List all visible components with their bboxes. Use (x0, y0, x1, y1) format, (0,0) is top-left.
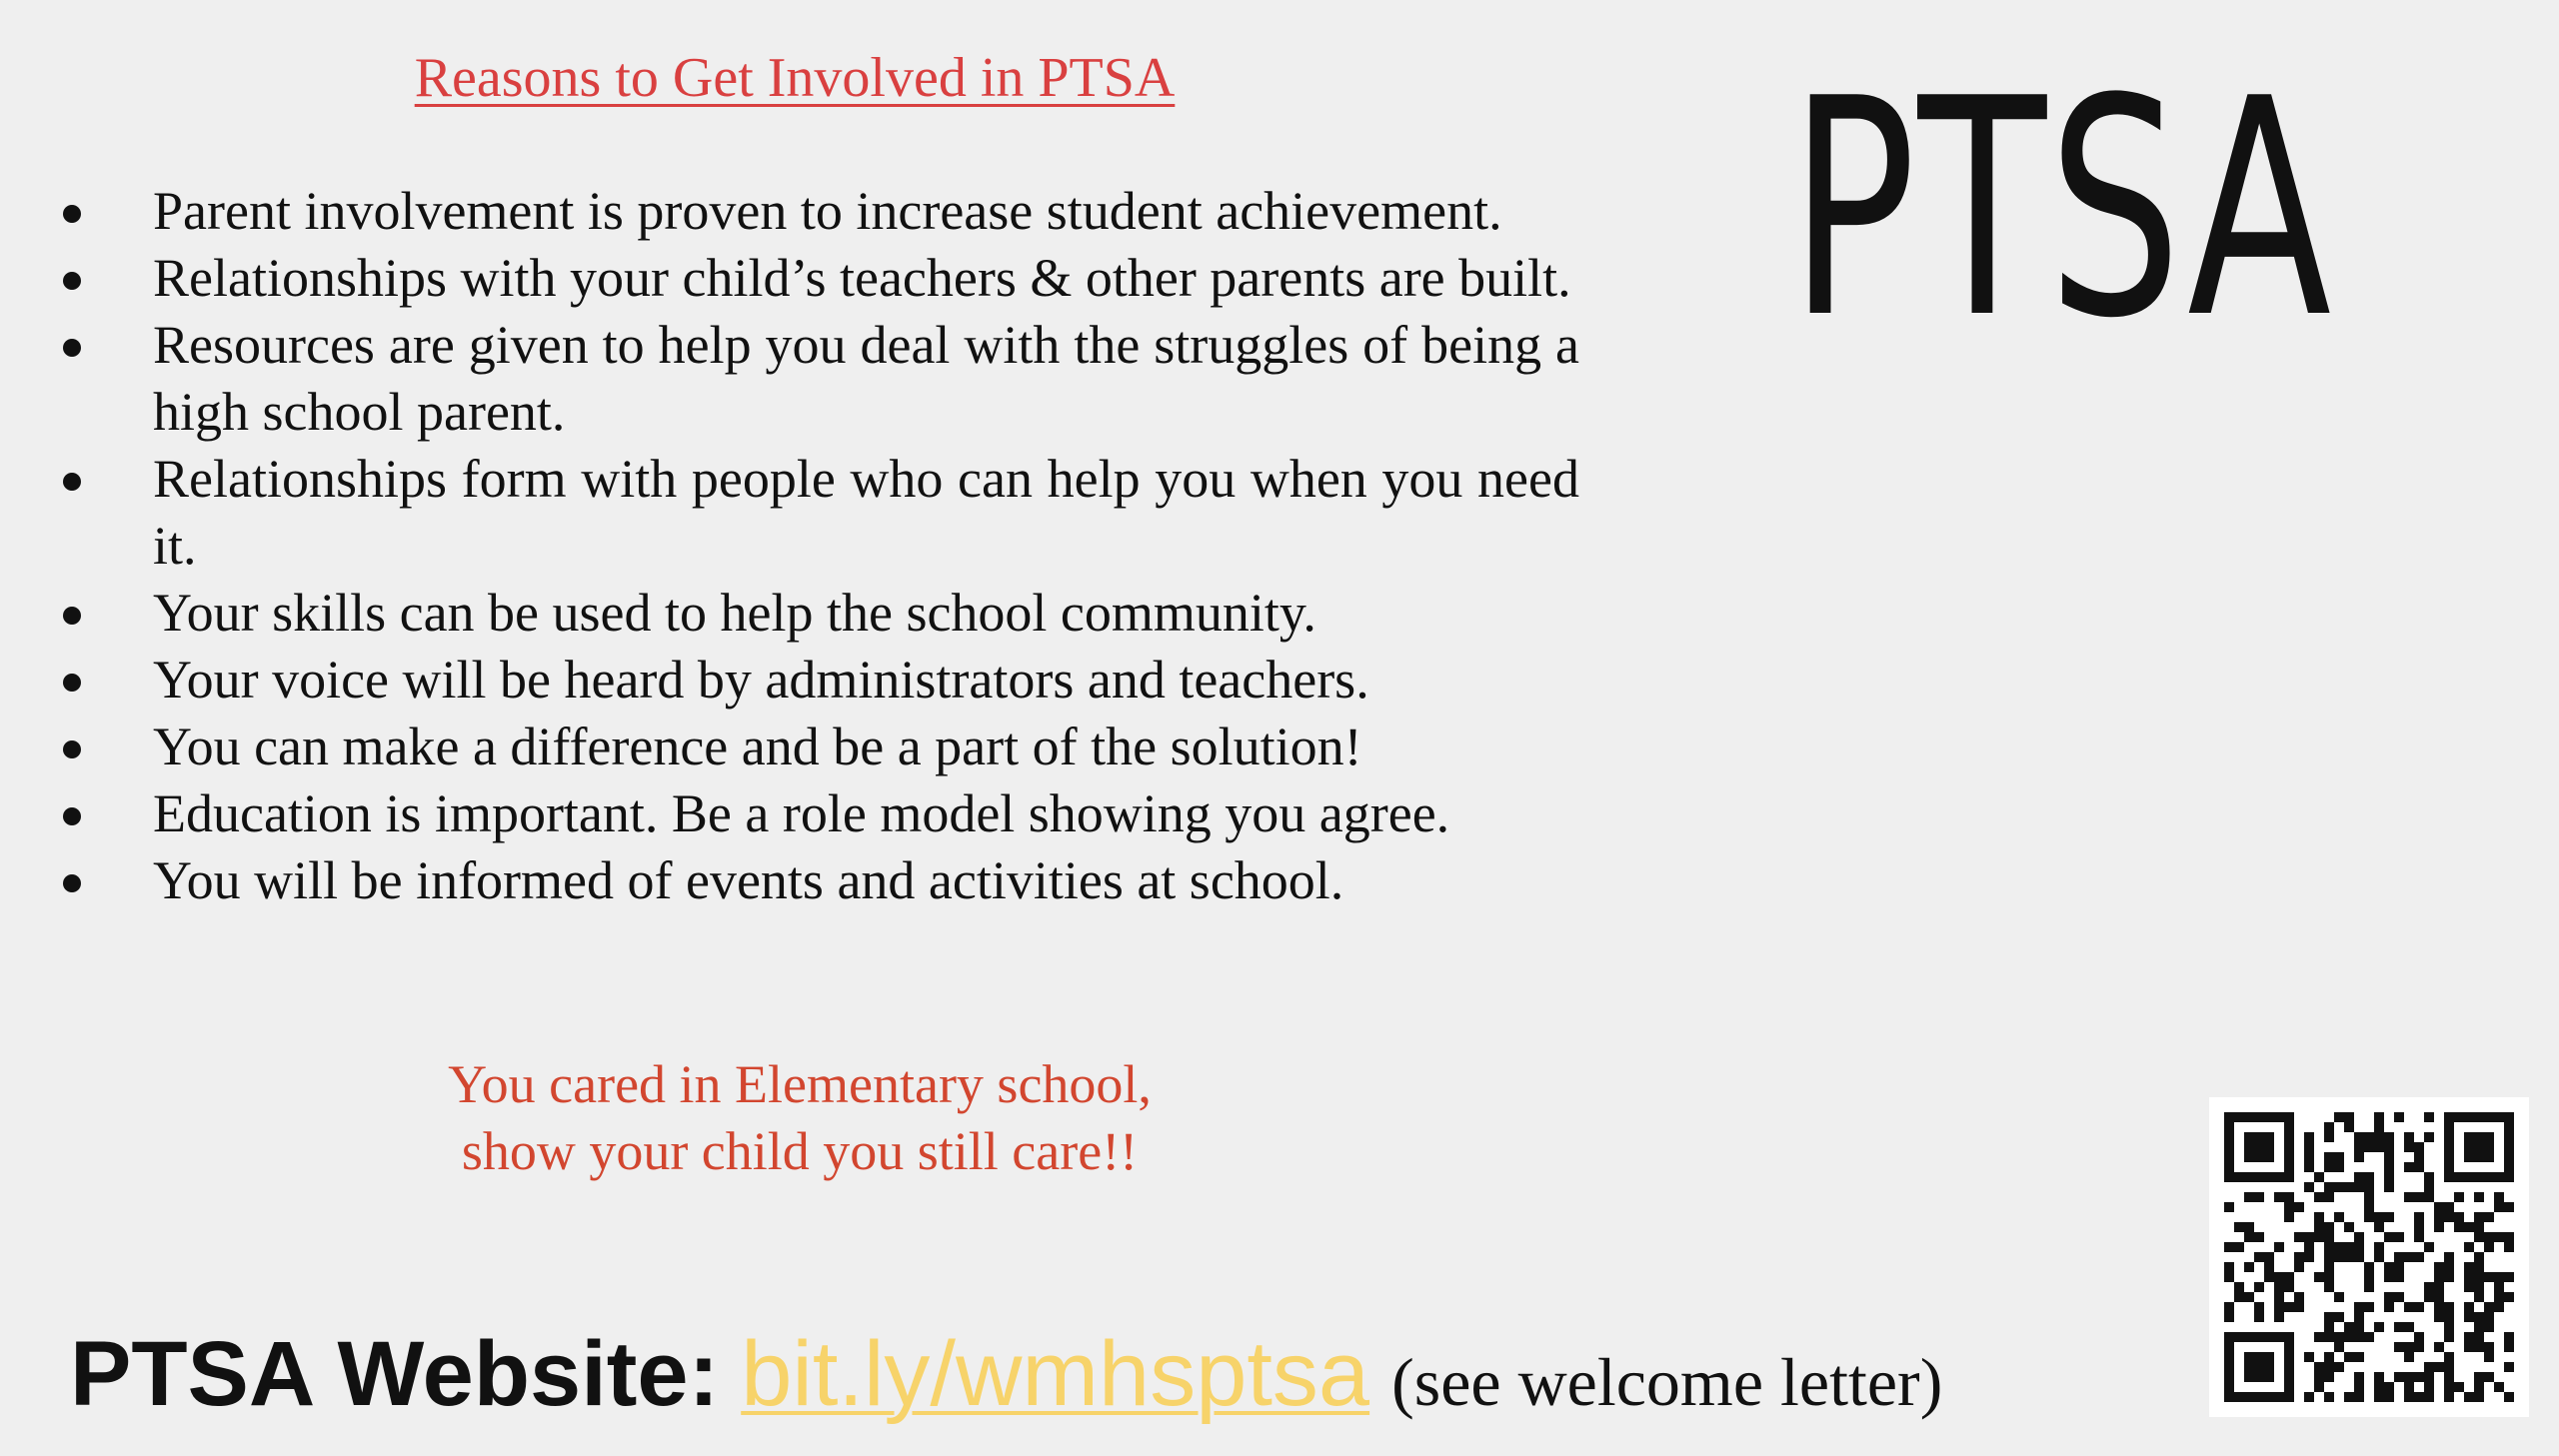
reason-text: Relationships with your child’s teachers & other parents are built. (153, 248, 1571, 308)
page-heading: Reasons to Get Involved in PTSA (414, 47, 1176, 109)
bullet-icon (63, 807, 81, 825)
list-item (55, 312, 1579, 446)
closing-message (300, 1051, 1299, 1185)
reason-text: You can make a difference and be a part of the solution! (153, 717, 1362, 776)
list-item (55, 580, 1579, 647)
qr-code-graphic (2209, 1097, 2529, 1417)
bullet-icon (63, 607, 81, 625)
reason-text: Your skills can be used to help the school community. (153, 583, 1316, 643)
reason-text: Resources are given to help you deal with the struggles of being a high school parent. (153, 315, 1579, 442)
list-item (55, 178, 1579, 245)
list-item (55, 847, 1579, 914)
reason-text: Education is important. Be a role model showing you agree. (153, 783, 1450, 843)
reason-text: Relationships form with people who can help you when you need it. (153, 449, 1579, 576)
bullet-icon (63, 473, 81, 491)
bullet-icon (63, 339, 81, 357)
list-item (55, 446, 1579, 580)
list-item (55, 647, 1579, 714)
bullet-icon (63, 740, 81, 758)
ptsa-logo: PTSA (1789, 35, 2333, 384)
qr-code-icon[interactable] (2209, 1097, 2529, 1417)
website-label: PTSA Website: (70, 1323, 720, 1425)
bullet-icon (63, 205, 81, 223)
website-note: (see welcome letter) (1391, 1344, 1943, 1420)
website-link[interactable]: bit.ly/wmhsptsa (741, 1323, 1370, 1425)
reason-text: You will be informed of events and activities at school. (153, 850, 1344, 910)
closing-line-2: show your child you still care!! (461, 1121, 1139, 1181)
list-item (55, 245, 1579, 312)
list-item (55, 780, 1579, 847)
reason-text: Your voice will be heard by administrators and teachers. (153, 650, 1369, 710)
website-footer (70, 1319, 1942, 1456)
bullet-icon (63, 674, 81, 692)
bullet-icon (63, 272, 81, 290)
reasons-list (55, 178, 1579, 914)
list-item (55, 714, 1579, 780)
reason-text: Parent involvement is proven to increase student achievement. (153, 181, 1502, 241)
bullet-icon (63, 874, 81, 892)
closing-line-1: You cared in Elementary school, (448, 1054, 1152, 1114)
